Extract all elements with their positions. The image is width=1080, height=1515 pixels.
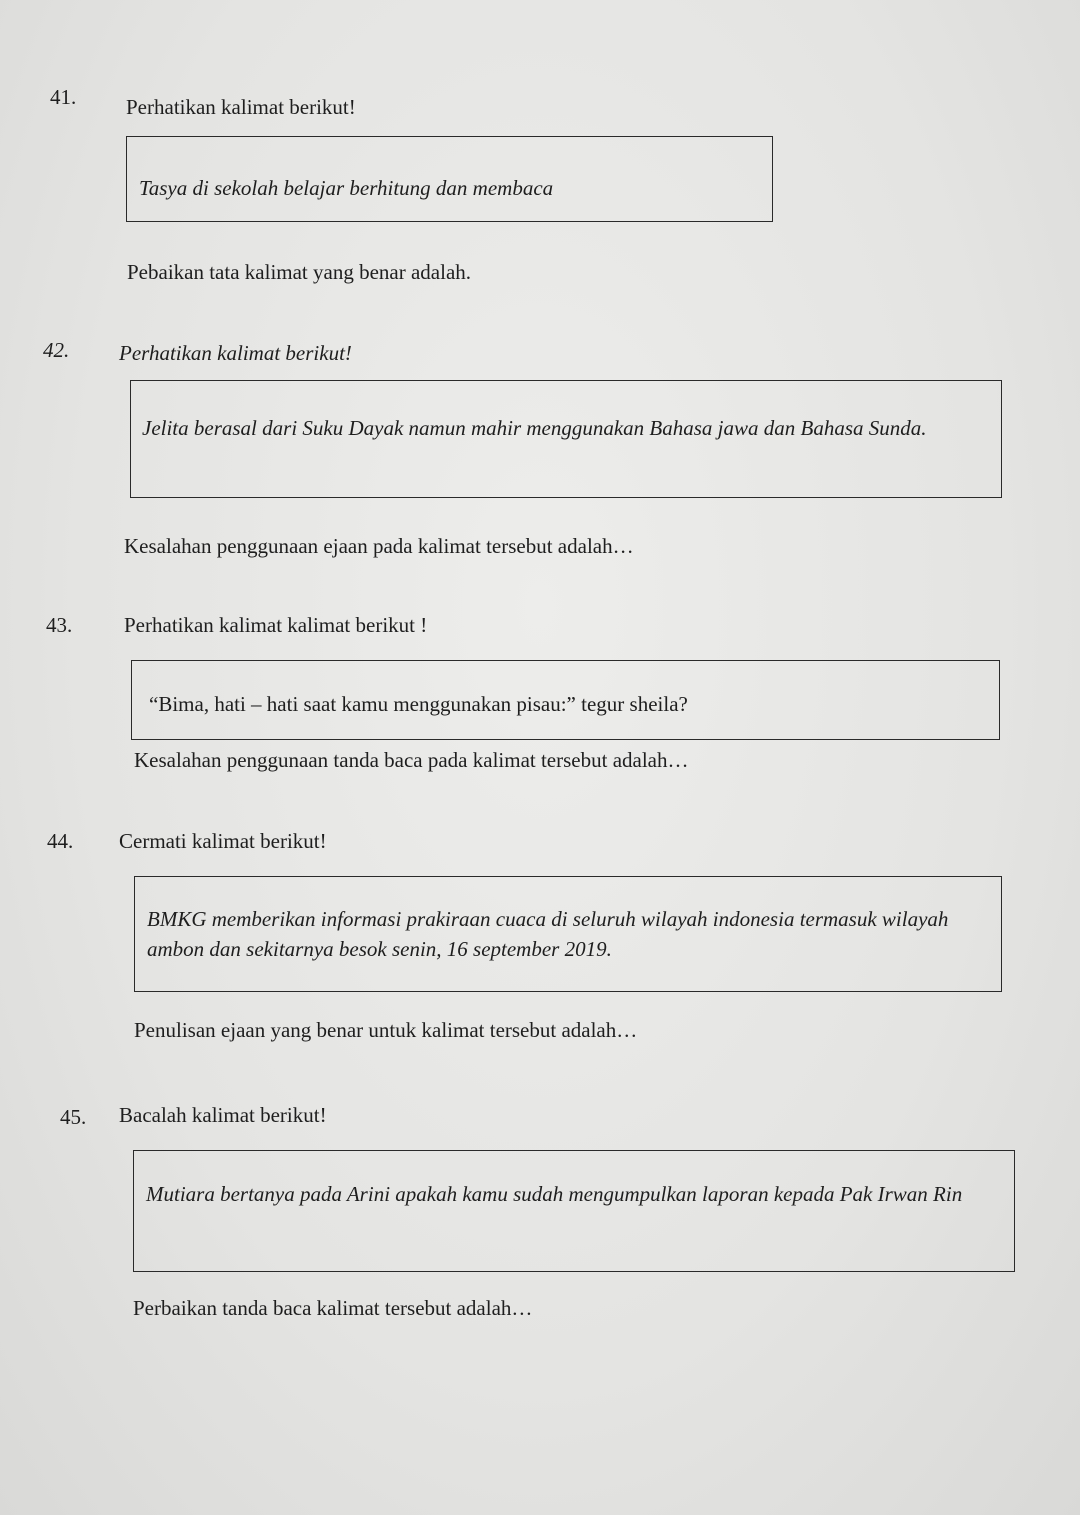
question-task: Penulisan ejaan yang benar untuk kalimat tersebut adalah… [134, 1018, 638, 1042]
question-task: Pebaikan tata kalimat yang benar adalah. [127, 260, 472, 284]
sentence-text: “Bima, hati – hati saat kamu menggunakan pisau:” tegur sheila? [149, 692, 688, 716]
question-task: Perbaikan tanda baca kalimat tersebut adalah… [133, 1296, 533, 1320]
question-number: 45. [60, 1105, 87, 1129]
sentence-box [133, 1150, 1015, 1272]
sentence-box [130, 380, 1002, 498]
sentence-text: Mutiara bertanya pada Arini apakah kamu sudah mengumpulkan laporan kepada Pak Irwan Rin [146, 1182, 963, 1206]
sentence-box [126, 136, 773, 222]
question-number: 44. [47, 829, 74, 853]
question-task: Kesalahan penggunaan tanda baca pada kalimat tersebut adalah… [134, 748, 689, 772]
question-task: Kesalahan penggunaan ejaan pada kalimat tersebut adalah… [124, 534, 634, 558]
sentence-text: Tasya di sekolah belajar berhitung dan membaca [139, 176, 554, 200]
question-prompt: Perhatikan kalimat berikut! [126, 95, 356, 119]
question-prompt: Perhatikan kalimat berikut! [119, 341, 352, 365]
sentence-text: Jelita berasal dari Suku Dayak namun mahir menggunakan Bahasa jawa dan Bahasa Sunda. [142, 416, 927, 440]
question-number: 43. [46, 613, 73, 637]
question-number: 42. [43, 338, 70, 362]
question-prompt: Cermati kalimat berikut! [119, 829, 327, 853]
sentence-text: BMKG memberikan informasi prakiraan cuaca di seluruh wilayah indonesia termasuk wilayah ambon dan sekitarnya besok senin, 16 september 2019. [147, 907, 949, 961]
sentence-box [134, 876, 1002, 992]
question-number: 41. [50, 85, 77, 109]
question-prompt: Perhatikan kalimat kalimat berikut ! [124, 613, 428, 637]
sentence-box [131, 660, 1000, 740]
question-prompt: Bacalah kalimat berikut! [119, 1103, 327, 1127]
